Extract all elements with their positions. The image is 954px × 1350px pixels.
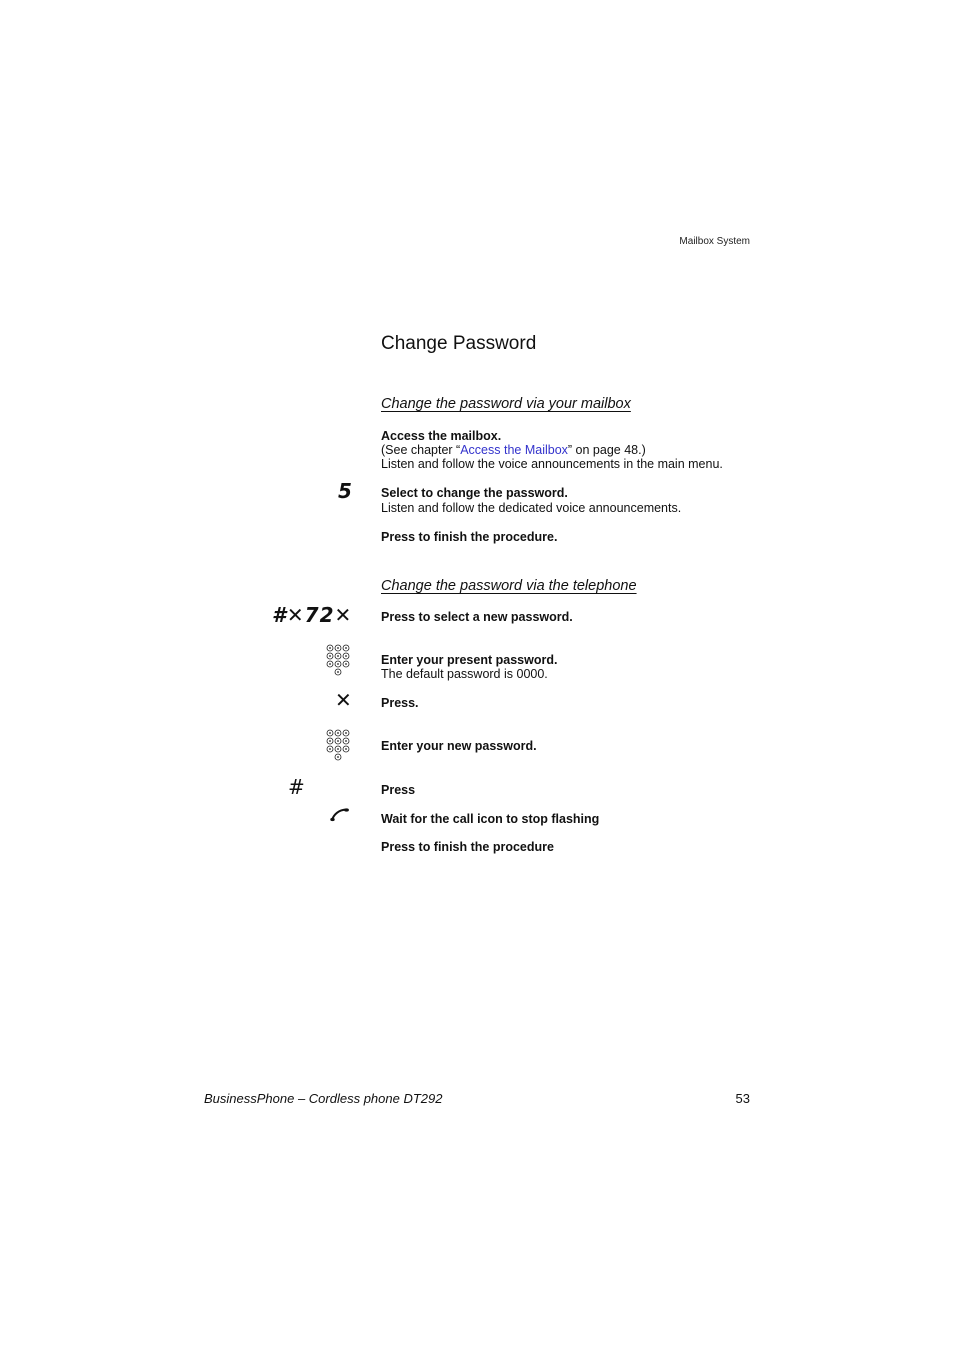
key-5: 5: [338, 479, 352, 503]
step-select-change: Select to change the password.: [381, 486, 568, 500]
step-press-star: Press.: [381, 696, 419, 710]
keypad-key-dot: [337, 671, 339, 673]
keypad-key-dot: [345, 740, 347, 742]
reference-suffix: ” on page 48.): [567, 443, 646, 457]
step-enter-present-password: Enter your present password.: [381, 653, 558, 667]
handset-icon: [330, 808, 350, 822]
keypad-key-dot: [337, 732, 339, 734]
keypad-key-dot: [345, 655, 347, 657]
step-press-hash: Press: [381, 783, 416, 797]
running-header: Mailbox System: [679, 236, 750, 247]
keypad-key-dot: [345, 732, 347, 734]
keypad-key-dot: [345, 647, 347, 649]
keypad-icon: [326, 729, 350, 763]
keypad-key-dot: [337, 748, 339, 750]
key-sequence: #✕72✕: [272, 603, 353, 627]
footer-product: BusinessPhone – Cordless phone DT292: [204, 1091, 443, 1106]
keypad-key-dot: [329, 663, 331, 665]
keypad-key-dot: [345, 748, 347, 750]
keypad-key-dot: [329, 748, 331, 750]
reference-prefix: (See chapter “: [381, 443, 461, 457]
keypad-key-dot: [345, 663, 347, 665]
keypad-icon: [326, 644, 350, 678]
keypad-key-dot: [337, 647, 339, 649]
keypad-key-dot: [329, 740, 331, 742]
keypad-key-dot: [329, 655, 331, 657]
chapter-reference: [381, 443, 646, 457]
access-mailbox-link[interactable]: Access the Mailbox: [460, 443, 568, 457]
keypad-key-dot: [329, 647, 331, 649]
section-heading-telephone: Change the password via the telephone: [381, 578, 637, 594]
keypad-key-dot: [337, 740, 339, 742]
default-password-note: The default password is 0000.: [381, 667, 548, 681]
main-menu-note: Listen and follow the voice announcements in the main menu.: [381, 457, 723, 471]
keypad-key-dot: [329, 732, 331, 734]
step-enter-new-password: Enter your new password.: [381, 739, 537, 753]
keypad-key-dot: [337, 663, 339, 665]
keypad-key-dot: [337, 655, 339, 657]
step-access-mailbox: Access the mailbox.: [381, 429, 502, 443]
page-number: 53: [735, 1091, 750, 1106]
step-wait-call-icon: Wait for the call icon to stop flashing: [381, 812, 600, 826]
step-finish-procedure: Press to finish the procedure.: [381, 530, 558, 544]
page-title: Change Password: [381, 333, 537, 354]
hash-key-icon: #: [288, 775, 305, 799]
star-key-icon: ✕: [335, 688, 352, 712]
keypad-key-dot: [337, 756, 339, 758]
section-heading-mailbox: Change the password via your mailbox: [381, 396, 631, 412]
step-select-new-password: Press to select a new password.: [381, 610, 573, 624]
step-finish-procedure-2: Press to finish the procedure: [381, 840, 554, 854]
dedicated-announcements-note: Listen and follow the dedicated voice announcements.: [381, 501, 682, 515]
